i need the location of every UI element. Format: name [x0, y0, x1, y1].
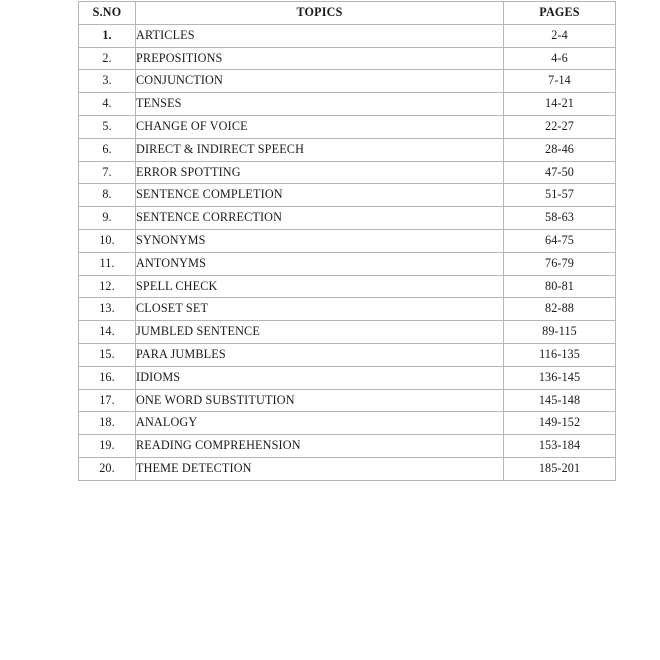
cell-topic: DIRECT & INDIRECT SPEECH [136, 138, 504, 161]
table-row [79, 343, 616, 366]
cell-topic: SENTENCE COMPLETION [136, 184, 504, 207]
toc-table [78, 1, 616, 481]
cell-topic: SPELL CHECK [136, 275, 504, 298]
cell-topic: IDIOMS [136, 366, 504, 389]
cell-pages: 47-50 [504, 161, 616, 184]
cell-pages: 4-6 [504, 47, 616, 70]
table-row [79, 70, 616, 93]
table-row [79, 252, 616, 275]
cell-pages: 82-88 [504, 298, 616, 321]
cell-pages: 89-115 [504, 321, 616, 344]
cell-pages: 76-79 [504, 252, 616, 275]
table-row [79, 435, 616, 458]
cell-pages: 80-81 [504, 275, 616, 298]
cell-topic: ERROR SPOTTING [136, 161, 504, 184]
table-row [79, 366, 616, 389]
cell-topic: ARTICLES [136, 24, 504, 47]
cell-serial-number: 2. [79, 47, 136, 70]
table-row [79, 412, 616, 435]
cell-pages: 145-148 [504, 389, 616, 412]
table-row [79, 184, 616, 207]
cell-pages: 149-152 [504, 412, 616, 435]
cell-topic: JUMBLED SENTENCE [136, 321, 504, 344]
cell-topic: ONE WORD SUBSTITUTION [136, 389, 504, 412]
header-row [79, 2, 616, 25]
cell-serial-number: 5. [79, 115, 136, 138]
table-row [79, 47, 616, 70]
cell-pages: 153-184 [504, 435, 616, 458]
table-body [79, 24, 616, 480]
column-header-topics: TOPICS [136, 2, 504, 25]
table-row [79, 115, 616, 138]
cell-pages: 58-63 [504, 207, 616, 230]
cell-pages: 7-14 [504, 70, 616, 93]
cell-topic: SYNONYMS [136, 229, 504, 252]
cell-topic: CONJUNCTION [136, 70, 504, 93]
cell-topic: PARA JUMBLES [136, 343, 504, 366]
table-row [79, 161, 616, 184]
table-row [79, 457, 616, 480]
cell-topic: THEME DETECTION [136, 457, 504, 480]
cell-pages: 185-201 [504, 457, 616, 480]
cell-serial-number: 14. [79, 321, 136, 344]
cell-pages: 14-21 [504, 93, 616, 116]
cell-topic: TENSES [136, 93, 504, 116]
table-row [79, 275, 616, 298]
cell-pages: 116-135 [504, 343, 616, 366]
cell-serial-number: 17. [79, 389, 136, 412]
cell-serial-number: 9. [79, 207, 136, 230]
cell-pages: 28-46 [504, 138, 616, 161]
table-row [79, 389, 616, 412]
table-row [79, 138, 616, 161]
column-header-sno: S.NO [79, 2, 136, 25]
table-row [79, 93, 616, 116]
table-row [79, 24, 616, 47]
cell-pages: 51-57 [504, 184, 616, 207]
cell-serial-number: 12. [79, 275, 136, 298]
cell-topic: PREPOSITIONS [136, 47, 504, 70]
table-row [79, 321, 616, 344]
cell-topic: ANTONYMS [136, 252, 504, 275]
column-header-pages: PAGES [504, 2, 616, 25]
cell-topic: READING COMPREHENSION [136, 435, 504, 458]
cell-pages: 136-145 [504, 366, 616, 389]
cell-topic: CHANGE OF VOICE [136, 115, 504, 138]
cell-serial-number: 4. [79, 93, 136, 116]
table-row [79, 207, 616, 230]
cell-serial-number: 16. [79, 366, 136, 389]
cell-serial-number: 19. [79, 435, 136, 458]
cell-serial-number: 13. [79, 298, 136, 321]
cell-topic: ANALOGY [136, 412, 504, 435]
cell-serial-number: 15. [79, 343, 136, 366]
cell-serial-number: 18. [79, 412, 136, 435]
table-of-contents [78, 1, 615, 481]
cell-pages: 22-27 [504, 115, 616, 138]
table-row [79, 298, 616, 321]
table-header [79, 2, 616, 25]
cell-serial-number: 7. [79, 161, 136, 184]
cell-pages: 2-4 [504, 24, 616, 47]
cell-topic: SENTENCE CORRECTION [136, 207, 504, 230]
cell-serial-number: 1. [79, 24, 136, 47]
cell-pages: 64-75 [504, 229, 616, 252]
cell-serial-number: 20. [79, 457, 136, 480]
table-row [79, 229, 616, 252]
cell-serial-number: 6. [79, 138, 136, 161]
cell-serial-number: 11. [79, 252, 136, 275]
cell-serial-number: 10. [79, 229, 136, 252]
cell-serial-number: 3. [79, 70, 136, 93]
cell-topic: CLOSET SET [136, 298, 504, 321]
cell-serial-number: 8. [79, 184, 136, 207]
